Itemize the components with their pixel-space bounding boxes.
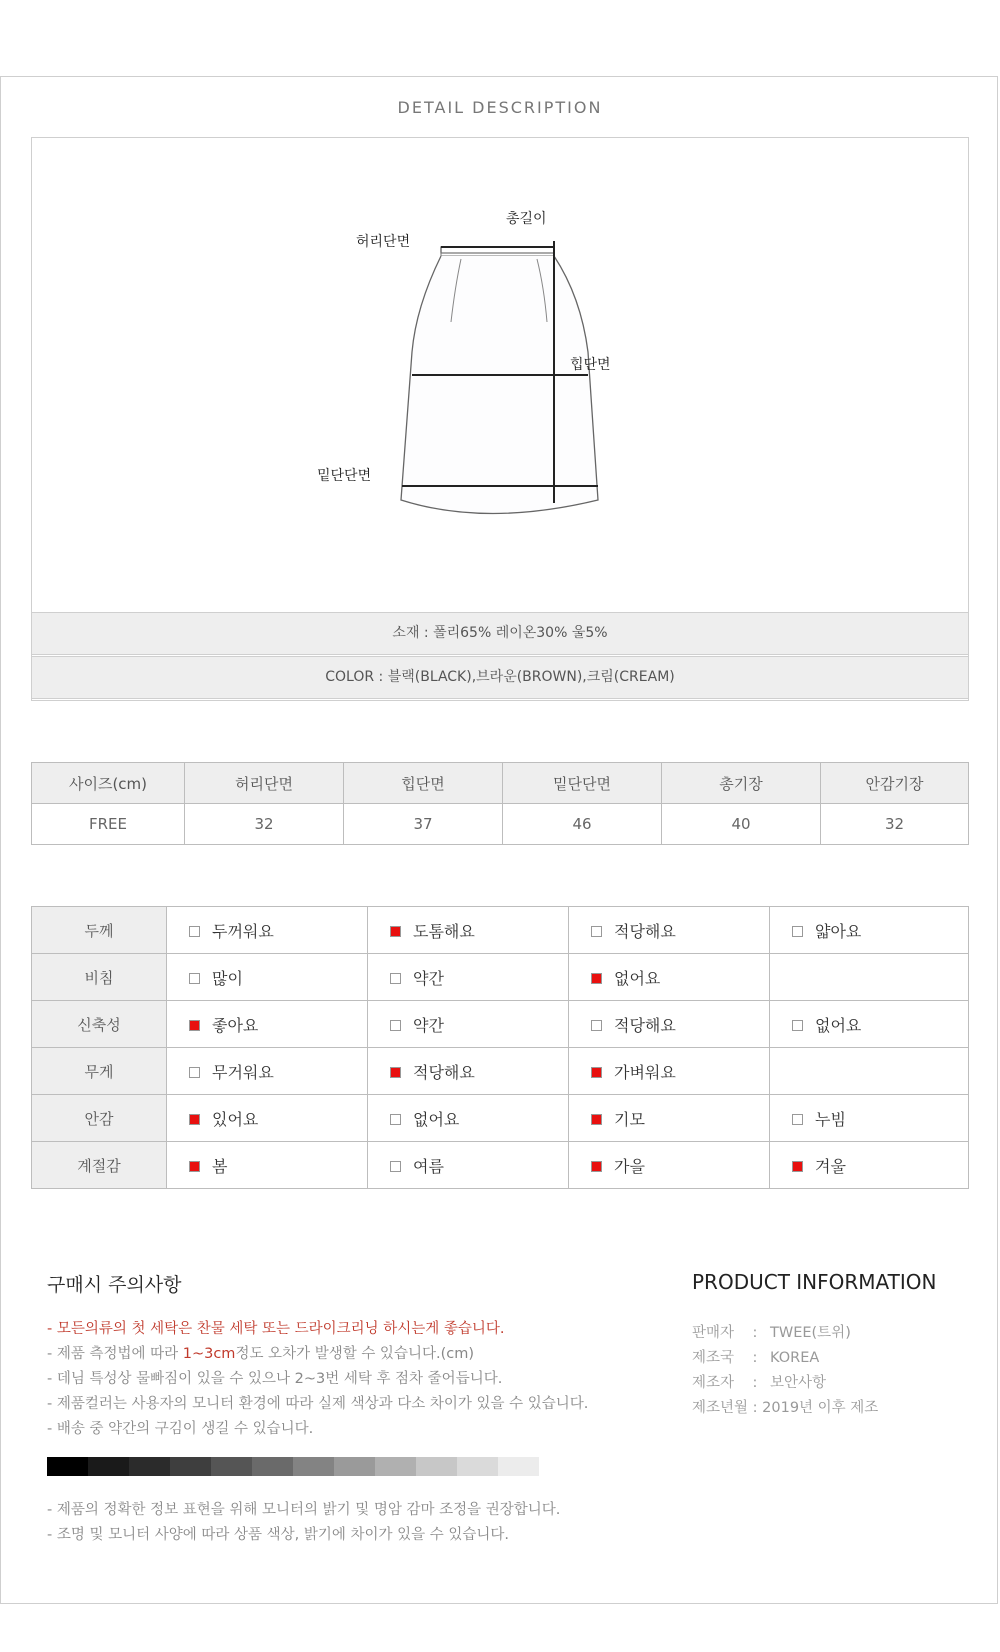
- feature-option: [770, 1048, 969, 1095]
- info-sep: :: [752, 1350, 758, 1366]
- notice-line: - 모든의류의 첫 세탁은 찬물 세탁 또는 드라이크리닝 하시는게 좋습니다.: [47, 1321, 505, 1337]
- grayscale-swatch: [170, 1457, 211, 1476]
- feature-option-label: 없어요: [614, 968, 661, 988]
- material-row: 소재 : 폴리65% 레이온30% 울5%: [31, 612, 969, 655]
- feature-option: [770, 954, 969, 1001]
- notice-line: - 제품컬러는 사용자의 모니터 환경에 따라 실제 색상과 다소 차이가 있을 수 있습니다.: [47, 1396, 589, 1412]
- size-cell: 32: [185, 804, 344, 845]
- feature-label: 무게: [32, 1048, 167, 1095]
- info-value: 2019년 이후 제조: [762, 1400, 879, 1416]
- feature-option: [569, 1095, 770, 1142]
- grayscale-swatch: [293, 1457, 334, 1476]
- feature-option-label: 약간: [413, 1015, 444, 1035]
- feature-option-label: 적당해요: [614, 921, 676, 941]
- grayscale-swatch: [416, 1457, 457, 1476]
- feature-label: 안감: [32, 1095, 167, 1142]
- unchecked-box-icon: [189, 1067, 200, 1078]
- unchecked-box-icon: [591, 1020, 602, 1031]
- size-header: 힙단면: [344, 763, 503, 804]
- size-cell: 40: [662, 804, 821, 845]
- feature-option-label: 적당해요: [413, 1062, 475, 1082]
- grayscale-bar: [47, 1457, 539, 1476]
- label-total-length: 총길이: [506, 211, 547, 227]
- feature-option: [368, 954, 569, 1001]
- notice-line: - 조명 및 모니터 사양에 따라 상품 색상, 밝기에 차이가 있을 수 있습니다.: [47, 1527, 509, 1543]
- feature-option: [167, 1095, 368, 1142]
- feature-row: [32, 1001, 969, 1048]
- feature-option-label: 있어요: [212, 1109, 259, 1129]
- feature-option: [167, 1048, 368, 1095]
- feature-row: [32, 1095, 969, 1142]
- product-info-row: [692, 1321, 851, 1342]
- feature-option-label: 가벼워요: [614, 1062, 676, 1082]
- label-hem: 밑단단면: [317, 468, 372, 484]
- feature-option: [569, 907, 770, 954]
- feature-option-label: 좋아요: [212, 1015, 259, 1035]
- size-header: 허리단면: [185, 763, 344, 804]
- grayscale-swatch: [498, 1457, 539, 1476]
- grayscale-swatch: [334, 1457, 375, 1476]
- size-header: 사이즈(cm): [32, 763, 185, 804]
- checked-box-icon: [189, 1114, 200, 1125]
- feature-option: [368, 1001, 569, 1048]
- feature-option: [167, 954, 368, 1001]
- unchecked-box-icon: [390, 1161, 401, 1172]
- feature-option-label: 겨울: [815, 1156, 846, 1176]
- feature-option-label: 가을: [614, 1156, 645, 1176]
- feature-option: [167, 1001, 368, 1048]
- feature-option-label: 얇아요: [815, 921, 862, 941]
- unchecked-box-icon: [792, 926, 803, 937]
- feature-option-label: 적당해요: [614, 1015, 676, 1035]
- feature-table: [31, 906, 969, 1189]
- feature-option-label: 두꺼워요: [212, 921, 274, 941]
- info-sep: :: [752, 1325, 758, 1341]
- size-header: 총기장: [662, 763, 821, 804]
- info-key: 제조국: [692, 1350, 735, 1366]
- grayscale-swatch: [47, 1457, 88, 1476]
- notice-title: 구매시 주의사항: [47, 1274, 182, 1296]
- skirt-diagram: [31, 137, 967, 612]
- label-hip: 힙단면: [570, 357, 611, 373]
- checked-box-icon: [189, 1161, 200, 1172]
- feature-option: [770, 907, 969, 954]
- feature-option-label: 많이: [212, 968, 243, 988]
- size-cell: 37: [344, 804, 503, 845]
- checked-box-icon: [189, 1020, 200, 1031]
- product-info-row: [692, 1371, 826, 1392]
- feature-option: [167, 907, 368, 954]
- info-key: 제조자: [692, 1375, 735, 1391]
- info-key: 판매자: [692, 1325, 735, 1341]
- product-info-row: [692, 1396, 878, 1417]
- feature-option-label: 약간: [413, 968, 444, 988]
- feature-option: [569, 1048, 770, 1095]
- feature-option: [569, 1001, 770, 1048]
- feature-option: [368, 1142, 569, 1189]
- feature-option-label: 없어요: [815, 1015, 862, 1035]
- size-table: [31, 762, 969, 845]
- feature-label: 신축성: [32, 1001, 167, 1048]
- size-cell: 46: [503, 804, 662, 845]
- checked-box-icon: [591, 1161, 602, 1172]
- grayscale-swatch: [88, 1457, 129, 1476]
- checked-box-icon: [591, 1067, 602, 1078]
- notice-text: - 제품 측정법에 따라: [47, 1346, 183, 1362]
- unchecked-box-icon: [390, 1020, 401, 1031]
- feature-option-label: 도톰해요: [413, 921, 475, 941]
- grayscale-swatch: [211, 1457, 252, 1476]
- unchecked-box-icon: [189, 973, 200, 984]
- notice-highlight: 1~3cm: [182, 1346, 236, 1362]
- feature-option-label: 누빔: [815, 1109, 846, 1129]
- page-title: DETAIL DESCRIPTION: [397, 98, 603, 117]
- feature-option: [770, 1142, 969, 1189]
- unchecked-box-icon: [390, 973, 401, 984]
- feature-option: [167, 1142, 368, 1189]
- feature-option-label: 기모: [614, 1109, 645, 1129]
- unchecked-box-icon: [189, 926, 200, 937]
- grayscale-swatch: [252, 1457, 293, 1476]
- notice-line: [47, 1342, 474, 1363]
- info-value: KOREA: [770, 1350, 820, 1366]
- feature-label: 비침: [32, 954, 167, 1001]
- feature-row: [32, 1142, 969, 1189]
- feature-option-label: 없어요: [413, 1109, 460, 1129]
- feature-label: 두께: [32, 907, 167, 954]
- size-header: 안감기장: [821, 763, 969, 804]
- notice-text: 정도 오차가 발생할 수 있습니다.(cm): [235, 1346, 474, 1362]
- feature-row: [32, 954, 969, 1001]
- feature-option: [569, 1142, 770, 1189]
- info-value: TWEE(트위): [770, 1325, 851, 1341]
- feature-option-label: 무거워요: [212, 1062, 274, 1082]
- feature-label: 계절감: [32, 1142, 167, 1189]
- checked-box-icon: [390, 1067, 401, 1078]
- feature-option-label: 봄: [212, 1156, 228, 1176]
- size-cell: FREE: [32, 804, 185, 845]
- feature-option: [368, 907, 569, 954]
- size-cell: 32: [821, 804, 969, 845]
- color-row: COLOR : 블랙(BLACK),브라운(BROWN),크림(CREAM): [31, 656, 969, 699]
- feature-option: [770, 1095, 969, 1142]
- unchecked-box-icon: [792, 1114, 803, 1125]
- feature-row: [32, 907, 969, 954]
- unchecked-box-icon: [591, 926, 602, 937]
- feature-row: [32, 1048, 969, 1095]
- checked-box-icon: [591, 1114, 602, 1125]
- checked-box-icon: [591, 973, 602, 984]
- feature-option-label: 여름: [413, 1156, 444, 1176]
- checked-box-icon: [792, 1161, 803, 1172]
- feature-option: [368, 1048, 569, 1095]
- unchecked-box-icon: [390, 1114, 401, 1125]
- info-key: 제조년월 :: [692, 1400, 758, 1416]
- feature-option: [368, 1095, 569, 1142]
- feature-option: [770, 1001, 969, 1048]
- product-info-row: [692, 1346, 819, 1367]
- notice-line: - 데님 특성상 물빠짐이 있을 수 있으나 2~3번 세탁 후 점차 줄어듭니다.: [47, 1371, 503, 1387]
- unchecked-box-icon: [792, 1020, 803, 1031]
- checked-box-icon: [390, 926, 401, 937]
- notice-line: - 제품의 정확한 정보 표현을 위해 모니터의 밝기 및 명암 감마 조정을 권장합니다.: [47, 1502, 561, 1518]
- label-waist: 허리단면: [356, 234, 411, 250]
- product-info-title: PRODUCT INFORMATION: [692, 1270, 937, 1294]
- info-sep: :: [752, 1375, 758, 1391]
- grayscale-swatch: [457, 1457, 498, 1476]
- info-value: 보안사항: [770, 1375, 827, 1391]
- notice-line: - 배송 중 약간의 구김이 생길 수 있습니다.: [47, 1421, 314, 1437]
- feature-option: [569, 954, 770, 1001]
- grayscale-swatch: [129, 1457, 170, 1476]
- size-header: 밑단단면: [503, 763, 662, 804]
- grayscale-swatch: [375, 1457, 416, 1476]
